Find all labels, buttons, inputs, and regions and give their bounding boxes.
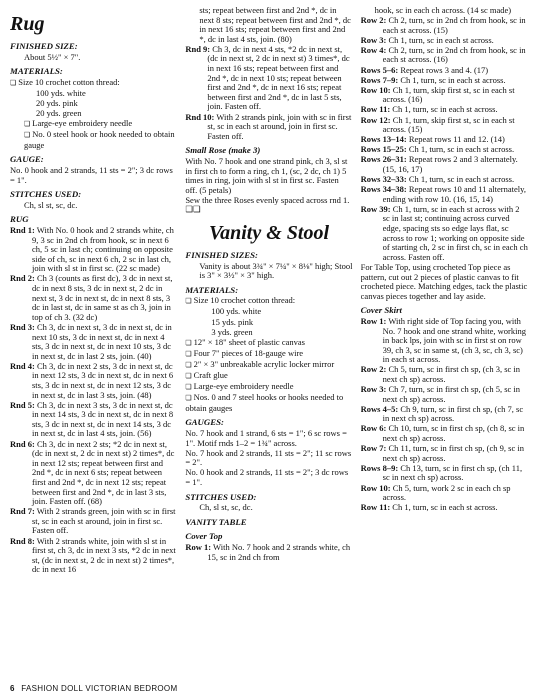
instruction-text: Rows 8–9: Ch 13, turn, sc in first ch sp, (ch 11, sc in next ch sp) across.	[360, 462, 523, 483]
instruction-text: Row 3: Ch 1, turn, sc in each st across.	[360, 34, 494, 45]
section-title: Vanity & Stool	[208, 221, 329, 244]
instruction-text: sts; repeat between first and 2nd *, dc in next 8 sts; repeat between first and 2nd *, dc in next 16 sts; repeat between first and 2nd *, dc in last 4 sts, join. (80)	[199, 6, 351, 44]
column-3	[361, 6, 528, 678]
footer-title: FASHION DOLL VICTORIAN BEDROOM	[21, 684, 178, 693]
step-label: Rows 13–14:	[360, 134, 407, 145]
step-label: Rnd 1:	[10, 225, 35, 235]
instruction-text: Row 39: Ch 1, turn, sc in each st across with 2 sc in last st; continuing across curved edge, spacing sts so edge lays flat, sc across to row 1; working on opposite side of starting ch, 2 sc in first ch, sc in each ch across. Fasten off.	[360, 203, 528, 262]
instruction-text: Ch, sl st, sc, dc.	[24, 199, 78, 210]
section-title: Rug	[10, 13, 45, 35]
step-label: Rows 4–5:	[360, 403, 399, 414]
instruction-text: ❏ Large-eye embroidery needle	[10, 119, 177, 130]
instruction-text: Rnd 3: Ch 3, dc in next st, 3 dc in next st, dc in next 10 sts, 3 dc in next st, dc in next 4 sts, 3 dc in next st, dc in next 10 sts, 3 dc in next st, dc in last 2 sts, join. (40)	[10, 321, 172, 361]
instruction-text: Rows 34–38: Repeat rows 10 and 11 alternately, ending with row 10. (16, 15, 14)	[360, 184, 526, 204]
step-label: Row 1:	[360, 315, 387, 326]
step-label: Row 12:	[360, 114, 391, 125]
step-label: Row 4:	[360, 44, 387, 55]
step-label: Rnd 4:	[10, 360, 35, 371]
instruction-text: Rnd 1: With No. 0 hook and 2 strands white, ch 9, 3 sc in 2nd ch from hook, sc in next 6 ch, 5 sc in last ch; continuing on opposite side of ch, sc in next 6 ch, 2 sc in last ch, join with sl st in first sc. (22 sc made)	[10, 225, 174, 274]
columns	[10, 6, 528, 678]
instruction-text: No. 0 hook and 2 strands, 11 sts = 2"; 3 dc rows = 1".	[10, 165, 173, 185]
instruction-text: Vanity is about 3¾" × 7¼" × 8⅛" high; Stool is 3" × 3½" × 3" high.	[199, 260, 353, 281]
instruction-text: Row 2: Ch 5, turn, sc in first ch sp, (ch 3, sc in next ch sp) across.	[360, 364, 521, 384]
step-label: Row 2:	[360, 364, 387, 375]
step-label: Rnd 5:	[10, 399, 35, 410]
instruction-text: ❏ 2" × 3" unbreakable acrylic locker mirror	[185, 360, 352, 371]
step-label: Rnd 2:	[10, 273, 35, 284]
instruction-text: Rnd 9: Ch 3, dc in next 4 sts, *2 dc in next st, (dc in next st, 2 dc in next st) 3 times*, dc in next 16 sts; repeat between first and 2nd *, dc in next 10 sts; repeat between first and 2nd *, dc in next 16 sts; repeat between first and 2nd *, dc in last 5 sts, join. Fasten off.	[185, 43, 350, 112]
step-label: Rows 26–31:	[360, 154, 407, 165]
section-heading: GAUGES:	[185, 417, 224, 428]
instruction-text: ❏ Large-eye embroidery needle	[185, 382, 352, 393]
step-label: Rnd 8:	[10, 535, 35, 546]
instruction-text: 20 yds. green	[36, 108, 82, 119]
section-heading: FINISHED SIZE:	[10, 41, 78, 51]
instruction-text: Rnd 2: Ch 3 (counts as first dc), 3 dc in next st, dc in next 8 sts, 3 dc in next st, 2 dc in next st, 3 dc in next st, dc in next 8 sts, 3 dc in last st, dc in same st as ch 3, join in top of ch 3. (32 dc)	[10, 273, 173, 322]
step-label: Row 10:	[360, 84, 391, 95]
step-label: Row 39:	[360, 203, 391, 214]
instruction-text: ❏ Craft glue	[185, 371, 352, 382]
instruction-text: 100 yds. white	[36, 87, 86, 98]
instruction-text: 15 yds. pink	[211, 316, 254, 327]
instruction-text: Rnd 10: With 2 strands pink, join with sc in first st, sc in each st around, join in first sc. Fasten off.	[185, 111, 352, 141]
instruction-text: Rows 5–6: Repeat rows 3 and 4. (17)	[360, 64, 489, 75]
step-label: Rows 32–33:	[360, 174, 407, 185]
section-heading: MATERIALS:	[185, 284, 239, 295]
instruction-text: Rows 32–33: Ch 1, turn, sc in each st across.	[360, 174, 515, 185]
instruction-text: Row 4: Ch 2, turn, sc in 2nd ch from hook, sc in each st across. (16)	[360, 44, 526, 65]
step-label: Rows 34–38:	[360, 184, 407, 195]
instruction-text: Row 6: Ch 10, turn, sc in first ch sp, (ch 8, sc in next ch sp) across.	[360, 423, 525, 444]
instruction-text: Rows 7–9: Ch 1, turn, sc in each st across.	[360, 74, 506, 85]
page-footer	[10, 684, 177, 693]
instruction-text: For Table Top, using crocheted Top piece as pattern, cut out 2 pieces of plastic canvas to fit crocheted piece. Matching edges, tack the plastic canvas pieces together and lay aside.	[360, 261, 528, 301]
step-label: Row 11:	[360, 104, 391, 115]
section-heading: STITCHES USED:	[10, 189, 82, 200]
step-label: Row 3:	[360, 384, 387, 395]
instruction-text: About 5½" × 7".	[24, 51, 81, 62]
step-label: Row 11:	[360, 502, 391, 513]
instruction-text: 3 yds. green	[211, 326, 253, 337]
instruction-text: Rows 4–5: Ch 9, turn, sc in first ch sp, (ch 7, sc in next ch sp) across.	[360, 403, 524, 424]
page-number: 6	[10, 684, 15, 693]
step-label: Row 2:	[360, 15, 387, 26]
section-heading: Cover Skirt	[360, 305, 402, 316]
step-label: Rows 5–6:	[360, 64, 399, 75]
instruction-text: Rows 15–25: Ch 1, turn, sc in each st across.	[360, 144, 515, 155]
instruction-text: Sew the three Roses evenly spaced across rnd 1. ❑❑	[185, 194, 350, 215]
step-label: Row 1:	[185, 541, 212, 552]
section-heading: STITCHES USED:	[185, 491, 257, 502]
step-label: Rnd 6:	[10, 438, 35, 449]
instruction-text: ❏ 12" × 18" sheet of plastic canvas	[185, 338, 352, 349]
step-label: Rows 15–25:	[360, 144, 407, 155]
section-heading: MATERIALS:	[10, 66, 63, 77]
step-label: Rnd 10:	[185, 111, 215, 122]
column-2	[185, 6, 352, 678]
step-label: Row 7:	[360, 443, 387, 454]
section-heading: Cover Top	[185, 531, 223, 542]
section-heading: FINISHED SIZES:	[185, 249, 258, 260]
instruction-text: No. 7 hook and 1 strand, 6 sts = 1"; 6 sc rows = 1". Motif rnds 1–2 = 1¾" across.	[185, 427, 347, 448]
instruction-text: Rnd 4: Ch 3, dc in next 2 sts, 3 dc in next st, dc in next 12 sts, 3 dc in next st, dc in next 6 sts, 3 dc in next st, dc in next 12 sts, 3 dc in next st, dc in last 3 sts, join. (48)	[10, 360, 174, 400]
step-label: Row 6:	[360, 423, 387, 434]
instruction-text: ❏ Size 10 crochet cotton thread:	[185, 296, 352, 307]
step-label: Row 10:	[360, 482, 391, 493]
instruction-text: Row 2: Ch 2, turn, sc in 2nd ch from hook, sc in each st across. (15)	[360, 15, 526, 35]
instruction-text: ❏ No. 0 steel hook or hook needed to obtain gauge	[10, 130, 177, 150]
step-label: Rnd 9:	[185, 43, 211, 54]
instruction-text: Row 11: Ch 1, turn, sc in each st across.	[360, 104, 498, 115]
step-label: Rnd 3:	[10, 321, 35, 332]
instruction-text: Rows 13–14: Repeat rows 11 and 12. (14)	[360, 134, 505, 145]
instruction-text: Row 12: Ch 1, turn, skip first st, sc in each st across. (15)	[360, 114, 515, 135]
section-heading: RUG	[10, 214, 29, 225]
section-heading: VANITY TABLE	[185, 516, 247, 527]
instruction-text: Rnd 5: Ch 3, dc in next 3 sts, 3 dc in next st, dc in next 14 sts, 3 dc in next st, dc in next 8 sts, 3 dc in next st, dc in next 14 sts, 3 dc in next st, dc in last 4 sts, join. (56)	[10, 399, 174, 439]
instruction-text: Row 10: Ch 5, turn, work 2 sc in each ch sp across.	[360, 482, 511, 503]
instruction-text: Ch, sl st, sc, dc.	[199, 502, 253, 513]
instruction-text: ❏ Size 10 crochet cotton thread:	[10, 78, 177, 89]
instruction-text: hook, sc in each ch across. (14 sc made)	[374, 6, 512, 15]
instruction-text: With No. 7 hook and one strand pink, ch 3, sl st in first ch to form a ring, ch 1, (sc, 2 dc, ch 1) 5 times in ring, join with sl st in first sc. Fasten off. (5 petals)	[185, 155, 348, 195]
instruction-text: Rows 26–31: Repeat rows 2 and 3 alternately. (15, 16, 17)	[360, 154, 518, 174]
step-label: Rows 7–9:	[360, 74, 399, 85]
instruction-text: Rnd 8: With 2 strands white, join with sl st in first st, ch 3, dc in next 3 sts, *2 dc in next st, (dc in next st, 2 dc in next st) 2 times*, dc in next 16	[10, 535, 176, 575]
instruction-text: 100 yds. white	[211, 306, 262, 317]
instruction-text: Row 3: Ch 7, turn, sc in first ch sp, (ch 5, sc in next ch sp) across.	[360, 384, 521, 404]
instruction-text: Rnd 7: With 2 strands green, join with sc in first st, sc in each st around, join in first sc. Fasten off.	[10, 506, 176, 536]
instruction-text: Row 1: With No. 7 hook and 2 strands white, ch 15, sc in 2nd ch from	[185, 541, 351, 562]
instruction-text: No. 0 hook and 2 strands, 11 sts = 2"; 3 dc rows = 1".	[185, 467, 349, 487]
instruction-text: Row 10: Ch 1, turn, skip first st, sc in each st across. (16)	[360, 84, 515, 105]
instruction-text: ❏ Four 7" pieces of 18-gauge wire	[185, 349, 352, 360]
step-label: Row 3:	[360, 34, 387, 45]
instruction-text: Row 11: Ch 1, turn, sc in each st across.	[360, 502, 498, 513]
section-heading: GAUGE:	[10, 154, 44, 165]
instruction-text: ❏ Nos. 0 and 7 steel hooks or hooks needed to obtain gauges	[185, 393, 352, 413]
instruction-text: No. 7 hook and 2 strands, 11 sts = 2"; 11 sc rows = 2".	[185, 447, 352, 468]
section-heading: Small Rose (make 3)	[185, 145, 261, 156]
instruction-text: Row 7: Ch 11, turn, sc in first ch sp, (ch 9, sc in next ch sp) across.	[360, 443, 524, 463]
step-label: Rows 8–9:	[360, 462, 399, 473]
column-1	[10, 6, 177, 678]
step-label: Rnd 7:	[10, 506, 35, 517]
instruction-text: Rnd 6: Ch 3, dc in next 2 sts; *2 dc in next st, (dc in next st, 2 dc in next st) 2 times*, dc in next 12 sts; repeat between first and 2nd *, dc in next 6 sts; repeat between first and 2nd *, dc in next 12 sts; repeat between first and 2nd *, dc in last 3 sts, join. Fasten off. (68)	[10, 438, 175, 507]
instruction-text: 20 yds. pink	[36, 97, 78, 108]
instruction-text: Row 1: With right side of Top facing you, with No. 7 hook and one strand white, working in back lps, join with sc in first st on row 39, ch 3, sc in same st, (ch 3, sc, ch 3, sc) in each st across.	[360, 315, 526, 365]
